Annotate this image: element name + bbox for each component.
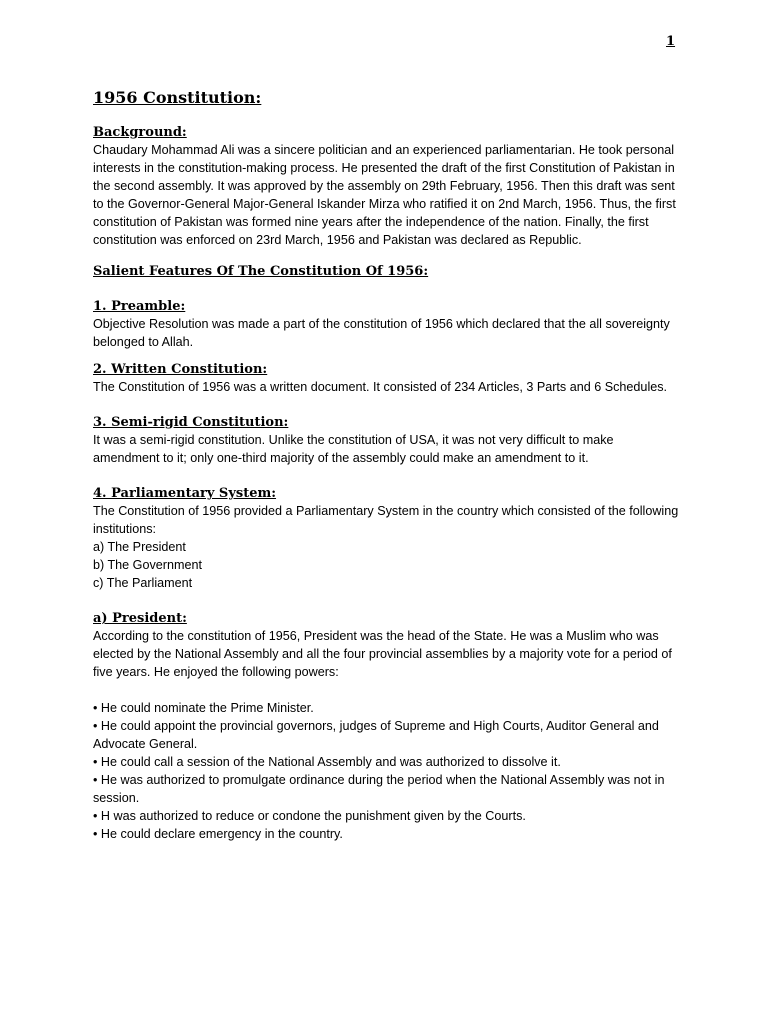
power-list-item: • He could appoint the provincial governors, judges of Supreme and High Courts, Auditor General and Advocate General. xyxy=(93,717,683,753)
parliamentary-system-section xyxy=(93,485,683,592)
institution-item: b) The Government xyxy=(93,558,202,572)
president-heading: a) President: xyxy=(93,611,187,626)
power-list-item: • He was authorized to promulgate ordinance during the period when the National Assembly was not in session. xyxy=(93,771,683,807)
parliamentary-system-heading: 4. Parliamentary System: xyxy=(93,486,277,501)
president-section xyxy=(93,610,683,843)
parliamentary-system-paragraph: The Constitution of 1956 provided a Parliamentary System in the country which consisted of the following institutions: xyxy=(93,504,679,536)
written-constitution-paragraph: The Constitution of 1956 was a written document. It consisted of 234 Articles, 3 Parts and 6 Schedules. xyxy=(93,380,668,394)
power-list-item: • H was authorized to reduce or condone the punishment given by the Courts. xyxy=(93,807,683,825)
written-constitution-heading: 2. Written Constitution: xyxy=(93,362,268,377)
semi-rigid-paragraph: It was a semi-rigid constitution. Unlike the constitution of USA, it was not very difficult to make amendment to it; only one-third majority of the assembly could make an amendment to it. xyxy=(93,433,614,465)
power-list-item: • He could declare emergency in the country. xyxy=(93,825,683,843)
power-list-item: • He could call a session of the National Assembly and was authorized to dissolve it. xyxy=(93,753,683,771)
power-list-item: • He could nominate the Prime Minister. xyxy=(93,699,683,717)
preamble-paragraph: Objective Resolution was made a part of the constitution of 1956 which declared that the all sovereignty belonged to Allah. xyxy=(93,317,670,349)
background-heading: Background: xyxy=(93,125,187,140)
preamble-heading: 1. Preamble: xyxy=(93,299,186,314)
background-paragraph: Chaudary Mohammad Ali was a sincere politician and an experienced parliamentarian. He took personal interests in the constitution-making process. He presented the draft of the first Constitution of Pakistan in the second assembly. It was approved by the assembly on 29th February, 1956. Then this draft was sent to the Governor-General Major-General Iskander Mirza who ratified it on 2nd March, 1956. Thus, the first constitution of Pakistan was formed nine years after the independence of the nation. Finally, the first constitution was enforced on 23rd March, 1956 and Pakistan was declared as Republic. xyxy=(93,143,676,247)
document-title: 1956 Constitution: xyxy=(93,88,262,107)
page-number: 1 xyxy=(666,34,676,49)
written-constitution-section xyxy=(93,361,683,396)
semi-rigid-section xyxy=(93,414,683,467)
background-section xyxy=(93,124,683,249)
document-body xyxy=(93,88,683,843)
salient-features-heading: Salient Features Of The Constitution Of 1956: xyxy=(93,264,429,279)
institution-item: c) The Parliament xyxy=(93,576,193,590)
institution-item: a) The President xyxy=(93,540,186,554)
semi-rigid-heading: 3. Semi-rigid Constitution: xyxy=(93,415,289,430)
president-paragraph: According to the constitution of 1956, President was the head of the State. He was a Muslim who was elected by the National Assembly and all the four provincial assemblies by a majority vote for a period of five years. He enjoyed the following powers: xyxy=(93,629,672,679)
preamble-section xyxy=(93,298,683,351)
